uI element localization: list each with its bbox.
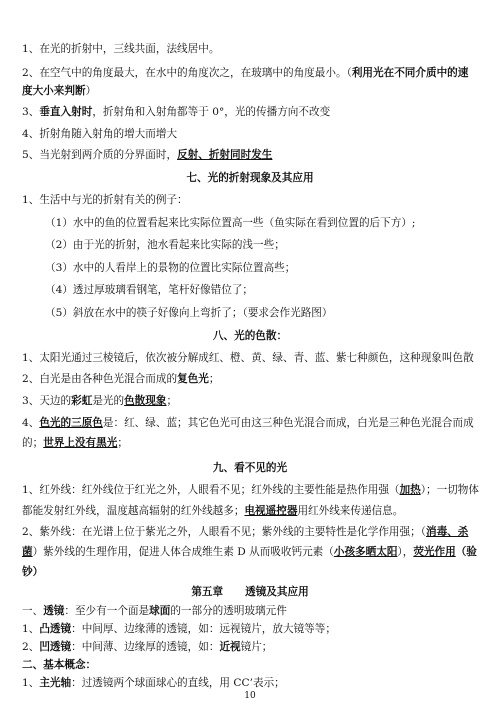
text: ：至少有一个面是 [64, 605, 150, 617]
text: ； [208, 373, 220, 385]
ultraviolet-line-3 [22, 565, 43, 579]
ultraviolet-line-1 [22, 525, 468, 539]
text: 2、白光是由各种色光混合而成的 [22, 373, 178, 385]
text: 是：红、绿、蓝；其它色光可由这三种色光混合而成，白光是三种色光混合而成 [102, 417, 474, 429]
convex-lens-line [22, 622, 336, 636]
text: 都能发射红外线，温度越高辐射的红外线越多； [22, 505, 245, 517]
underlined-text: 消毒、杀 [426, 526, 469, 538]
section-7-intro: 1、生活中与光的折射有关的例子： [22, 194, 188, 206]
underlined-text: 色散现象 [124, 395, 167, 407]
text: ：中间薄、边缘厚的透镜，如： [71, 641, 220, 653]
bold-text: 复色光 [177, 373, 209, 385]
chapter-number: 第五章 [191, 586, 224, 598]
list-item: （4）透过厚玻璃看钢笔，笔杆好像错位了； [45, 284, 254, 296]
bold-text: 利用光在不同介质中的速 [351, 67, 469, 79]
text: 的； [22, 437, 44, 449]
bold-text: 钞 [22, 566, 33, 578]
text: 2、 [22, 641, 40, 653]
text: 4、折射角随入射角的增大而增大 [22, 128, 178, 140]
underlined-text: 加热 [399, 484, 421, 496]
list-item: （5）斜放在水中的筷子好像向上弯折了；（要求会作光路图） [45, 307, 333, 319]
refraction-rule-1 [22, 42, 219, 56]
chapter-5-heading [0, 585, 500, 599]
bold-text: 彩虹 [71, 395, 93, 407]
text: ）， [397, 546, 414, 558]
bold-text: 主光轴 [39, 677, 72, 689]
bold-text: （验 [455, 546, 477, 558]
infrared-line-2 [22, 504, 403, 518]
bold-text: 度大小来判断 [22, 85, 86, 97]
text: 2、在空气中的角度最大，在水中的角度次之，在玻璃中的角度最小。（ [22, 67, 352, 79]
bold-text: 垂直入射时 [39, 106, 93, 118]
bold-text: 球面 [149, 605, 171, 617]
section-9-title: 九、看不见的光 [212, 462, 288, 474]
underlined-text: 色光的三原色 [39, 417, 103, 429]
lens-definition [22, 604, 287, 618]
text: 1、在光的折射中，三线共面，法线居中。 [22, 43, 220, 55]
underlined-text: 世界上没有黑光 [43, 437, 118, 449]
refraction-rule-3 [22, 105, 330, 119]
text: ：过透镜两个球面球心的直线，用 CC’表示； [71, 677, 285, 689]
list-item: （2）由于光的折射，池水看起来比实际的浅一些； [45, 239, 285, 251]
section-8-title: 八、光的色散： [212, 330, 288, 342]
text: 5、当光射到两介质的分界面时， [22, 149, 178, 161]
bold-text: 近视 [219, 641, 241, 653]
text: 用红外线来传递信息。 [297, 505, 404, 517]
principal-axis-line [22, 676, 285, 690]
refraction-rule-2-cont [22, 84, 96, 98]
bold-text: 凹透镜 [39, 641, 72, 653]
text: 1、红外线：红外线位于红光之外，人眼看不见；红外线的主要性能是热作用强（ [22, 484, 400, 496]
text: 4、 [22, 417, 40, 429]
refraction-rule-5 [22, 148, 272, 162]
text: 3、 [22, 106, 40, 118]
bold-text: 凸透镜 [39, 623, 72, 635]
text: 一、 [22, 605, 44, 617]
dispersion-line-3 [22, 394, 177, 408]
infrared-line-1 [22, 483, 479, 497]
text: 镜片； [240, 641, 273, 653]
concave-lens-line [22, 640, 272, 654]
underlined-text: 小孩多晒太阳 [333, 546, 398, 558]
refraction-rule-4 [22, 127, 177, 141]
bold-text: 透镜 [43, 605, 65, 617]
dispersion-line-4 [22, 416, 474, 430]
text: 1、 [22, 623, 40, 635]
text: 1、 [22, 677, 40, 689]
text: ； [117, 437, 128, 449]
text: 3、天边的 [22, 395, 72, 407]
list-item: （3）水中的人看岸上的景物的位置比实际位置高些； [45, 262, 296, 274]
text: ）；一切物体 [420, 484, 479, 496]
dispersion-line-2 [22, 372, 219, 386]
ultraviolet-line-2 [22, 545, 477, 559]
bold-text: ） [32, 566, 44, 578]
underlined-text: 反射、折射同时发生 [177, 149, 273, 161]
text: ； [166, 395, 178, 407]
text: ，折射角和入射角都等于 0°，光的传播方向不改变 [92, 106, 331, 118]
basic-concepts-heading: 二、基本概念： [22, 659, 97, 671]
dispersion-line-1: 1、太阳光通过三棱镜后，依次被分解成红、橙、黄、绿、青、蓝、紫七种颜色，这种现象叫色散 [22, 352, 474, 364]
underlined-text: 电视遥控器 [244, 505, 298, 517]
section-7-title: 七、光的折射现象及其应用 [186, 172, 314, 184]
page-number: 10 [244, 691, 256, 701]
text: 2、紫外线：在光谱上位于紫光之外，人眼看不见；紫外线的主要特性是化学作用强；（ [22, 526, 426, 538]
dispersion-line-5 [22, 436, 128, 450]
text: ） [85, 85, 97, 97]
text: ）紫外线的生理作用，促进人体合成维生素 D 从而吸收钙元素（ [32, 546, 334, 558]
list-item: （1）水中的鱼的位置看起来比实际位置高一些（鱼实际在看到位置的后下方）; [45, 217, 416, 229]
text: ：中间厚、边缘薄的透镜，如：远视镜片，放大镜等等； [71, 623, 336, 635]
text: 是光的 [92, 395, 125, 407]
underlined-text: 荧光作用 [413, 546, 456, 558]
text: 的一部分的透明玻璃元件 [170, 605, 287, 617]
refraction-rule-2 [22, 66, 468, 80]
chapter-title: 透镜及其应用 [245, 586, 309, 598]
underlined-text: 菌 [22, 546, 33, 558]
